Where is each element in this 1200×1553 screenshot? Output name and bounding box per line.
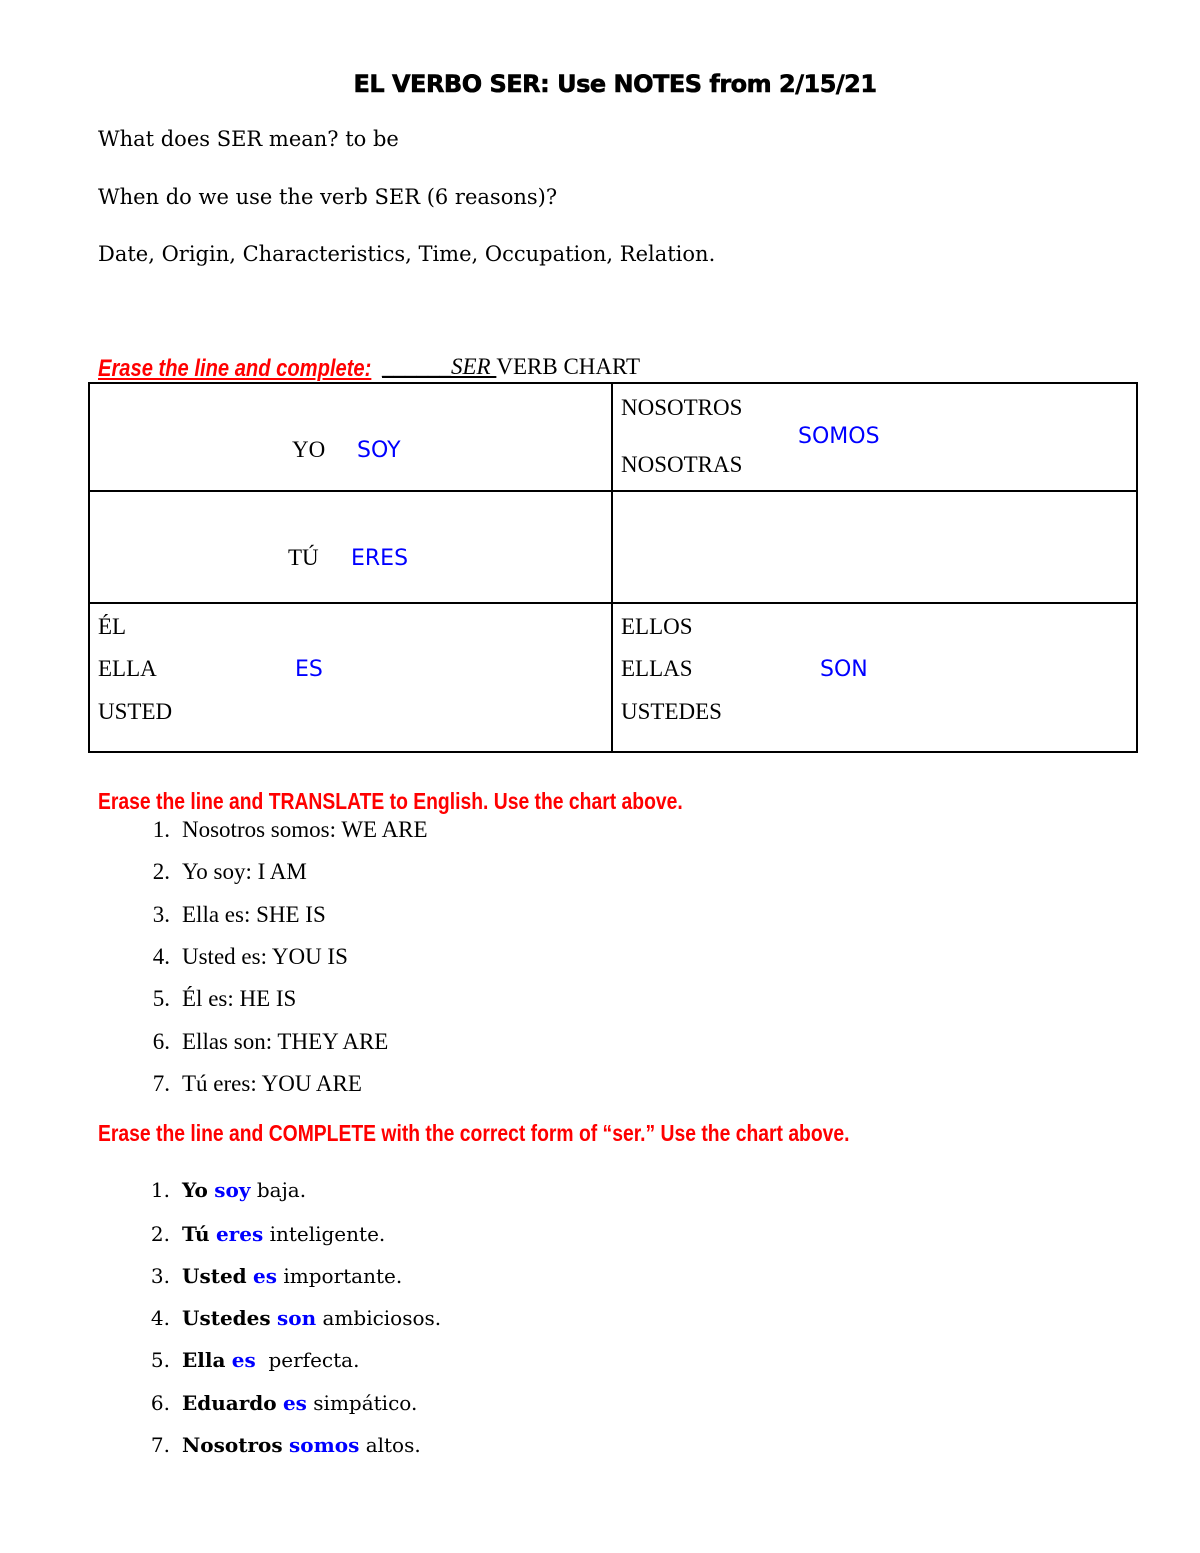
verb-answer: somos <box>288 1433 360 1457</box>
subject: Usted <box>182 1264 247 1288</box>
pronoun-nosotras: NOSOTRAS <box>621 452 743 477</box>
item-number: 7. <box>152 1071 170 1096</box>
pronoun-ellas: ELLAS <box>621 656 693 681</box>
chart-title <box>382 354 640 380</box>
chart-ser: SER <box>451 354 497 379</box>
sentence-rest: altos. <box>365 1433 421 1457</box>
item-number: 4. <box>150 1306 170 1330</box>
pronoun-nosotros: NOSOTROS <box>621 395 743 420</box>
verb-soy: SOY <box>357 438 401 463</box>
translate-text: Ellas son: THEY ARE <box>182 1029 389 1054</box>
chart-divider-vertical <box>611 382 613 753</box>
item-number: 6. <box>152 1029 170 1054</box>
verb-es: ES <box>295 657 323 682</box>
item-number: 5. <box>152 986 170 1011</box>
translate-item <box>134 817 428 843</box>
subject: Yo <box>182 1178 208 1202</box>
complete-item <box>134 1348 359 1372</box>
translate-item <box>134 859 307 885</box>
item-number: 4. <box>152 944 170 969</box>
item-number: 5. <box>150 1348 170 1372</box>
sentence-rest: inteligente. <box>269 1222 386 1246</box>
translate-item <box>134 1029 388 1055</box>
verb-son: SON <box>820 657 868 682</box>
translate-item <box>134 944 348 970</box>
complete-item <box>134 1306 441 1330</box>
question-meaning: What does SER mean? to be <box>98 127 399 151</box>
complete-heading: Erase the line and COMPLETE with the correct form of “ser.” Use the chart above. <box>98 1120 850 1146</box>
subject: Nosotros <box>182 1433 283 1457</box>
page-title: EL VERBO SER: Use NOTES from 2/15/21 <box>353 70 877 98</box>
complete-item <box>134 1264 402 1288</box>
translate-heading: Erase the line and TRANSLATE to English. Use the chart above. <box>98 788 683 814</box>
complete-item <box>134 1222 385 1246</box>
pronoun-yo: YO <box>292 437 326 462</box>
translate-text: Él es: HE IS <box>182 986 297 1011</box>
translate-text: Nosotros somos: WE ARE <box>182 817 428 842</box>
subject: Ustedes <box>182 1306 271 1330</box>
verb-answer: eres <box>215 1222 264 1246</box>
verb-eres: ERES <box>351 546 409 571</box>
chart-rest: VERB CHART <box>496 354 641 379</box>
translate-item <box>134 902 326 928</box>
chart-blank: ______ <box>382 354 451 379</box>
verb-answer: es <box>253 1264 277 1288</box>
subject: Tú <box>182 1222 210 1246</box>
subject: Eduardo <box>182 1391 277 1415</box>
complete-item <box>134 1178 306 1202</box>
verb-answer: soy <box>214 1178 251 1202</box>
translate-text: Ella es: SHE IS <box>182 902 326 927</box>
sentence-rest: perfecta. <box>262 1348 360 1372</box>
verb-chart <box>88 382 1138 753</box>
complete-item <box>134 1433 421 1457</box>
complete-item <box>134 1391 417 1415</box>
item-number: 1. <box>152 817 170 842</box>
sentence-rest: baja. <box>256 1178 307 1202</box>
pronoun-tu: TÚ <box>288 545 319 570</box>
translate-text: Usted es: YOU IS <box>182 944 348 969</box>
item-number: 2. <box>150 1222 170 1246</box>
item-number: 6. <box>150 1391 170 1415</box>
translate-text: Tú eres: YOU ARE <box>182 1071 362 1096</box>
item-number: 1. <box>150 1178 170 1202</box>
chart-divider-row1 <box>88 490 1138 492</box>
pronoun-el: ÉL <box>98 614 127 639</box>
item-number: 3. <box>150 1264 170 1288</box>
question-usage: When do we use the verb SER (6 reasons)? <box>98 185 558 209</box>
chart-heading <box>98 355 423 383</box>
pronoun-ustedes: USTEDES <box>621 699 722 724</box>
verb-somos: SOMOS <box>798 424 880 449</box>
verb-answer: es <box>282 1391 307 1415</box>
subject: Ella <box>182 1348 226 1372</box>
pronoun-ellos: ELLOS <box>621 614 693 639</box>
translate-item <box>134 986 296 1012</box>
item-number: 2. <box>152 859 170 884</box>
chart-divider-row2 <box>88 602 1138 604</box>
translate-text: Yo soy: I AM <box>182 859 307 884</box>
answer-reasons: Date, Origin, Characteristics, Time, Occupation, Relation. <box>98 242 716 266</box>
verb-answer: son <box>277 1306 317 1330</box>
item-number: 3. <box>152 902 170 927</box>
pronoun-ella: ELLA <box>98 656 157 681</box>
item-number: 7. <box>150 1433 170 1457</box>
translate-item <box>134 1071 362 1097</box>
sentence-rest: ambiciosos. <box>322 1306 442 1330</box>
chart-instruction: Erase the line and complete: <box>98 355 372 382</box>
pronoun-usted: USTED <box>98 699 173 724</box>
verb-answer: es <box>231 1348 256 1372</box>
sentence-rest: importante. <box>283 1264 403 1288</box>
sentence-rest: simpático. <box>313 1391 418 1415</box>
